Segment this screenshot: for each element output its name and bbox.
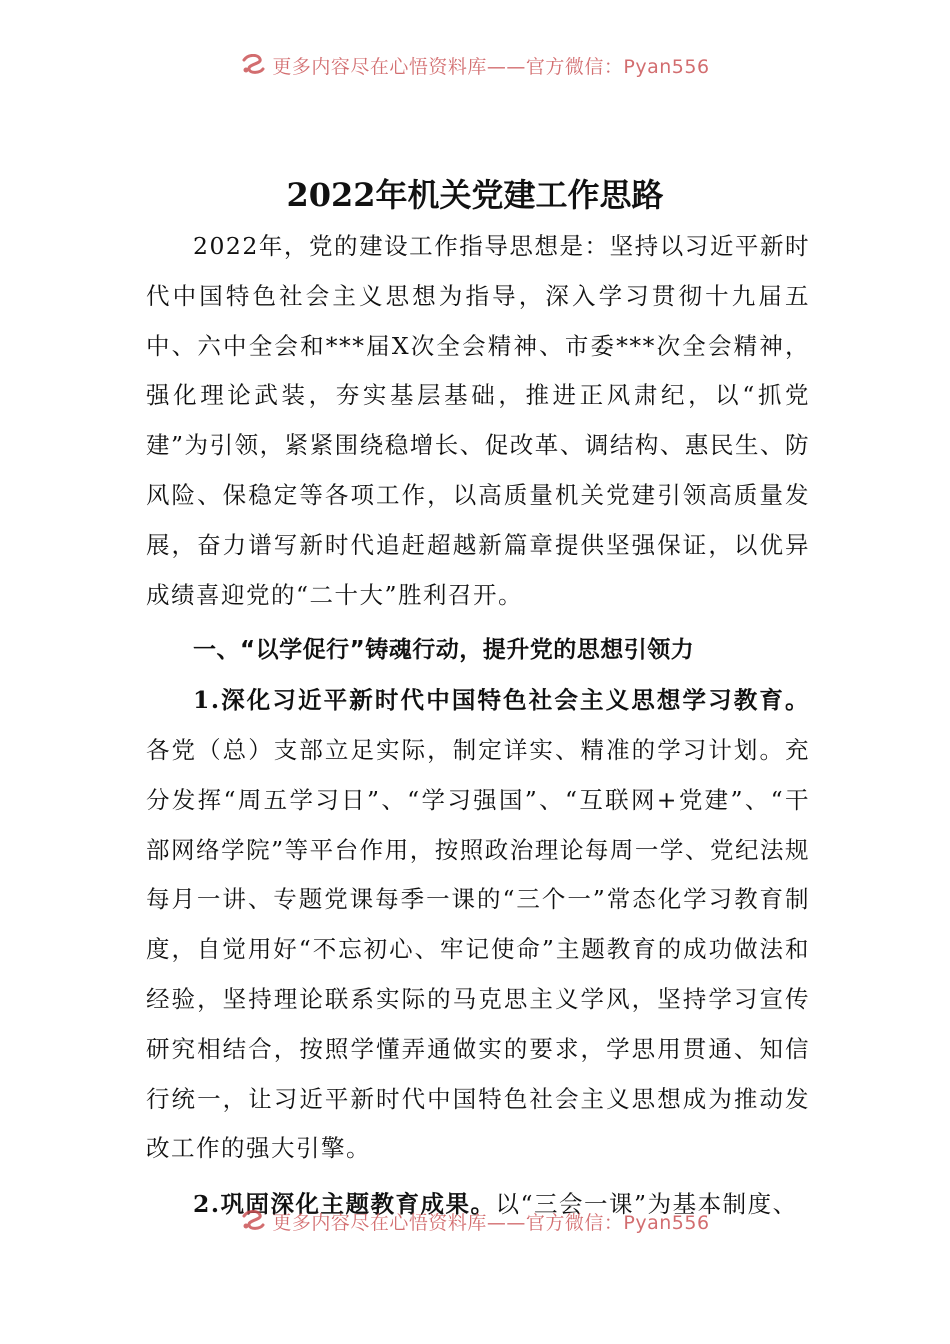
stylized-s-logo-icon	[240, 1210, 266, 1232]
document-title: 2022年机关党建工作思路	[286, 176, 664, 214]
item-2-body: 以“三会一课”为基本制度、	[495, 1190, 798, 1219]
item-1-body: 各党（总）支部立足实际，制定详实、精准的学习计划。充分发挥“周五学习日”、“学习强国”、“互联网+党建”、“干部网络学院”等平台作用，按照政治理论每周一学、党纪法规每月一讲、专题党课每季一课的“三个一”常态化学习教育制度，自觉用好“不忘初心、牢记使命”主题教育的成功做法和经验，坚持理论联系实际的马克思主义学风，坚持学习宣传研究相结合，按照学懂弄通做实的要求，学思用贯通、知信行统一，让习近平新时代中国特色社会主义思想成为推动发改工作的强大引擎。	[146, 735, 810, 1163]
item-2-lead: 2.巩固深化主题教育成果。	[193, 1190, 496, 1219]
item-1-lead: 1.深化习近平新时代中国特色社会主义思想学习教育。	[193, 686, 810, 715]
watermark-banner-bottom	[0, 1206, 950, 1236]
section-heading: 一、“以学促行”铸魂行动，提升党的思想引领力	[193, 637, 695, 664]
watermark-text: 更多内容尽在心悟资料库——官方微信：Pyan556	[272, 55, 710, 78]
item-1-paragraph	[146, 676, 810, 1174]
watermark-banner-top	[0, 50, 950, 80]
document-body	[146, 222, 810, 1230]
intro-paragraph: 2022年，党的建设工作指导思想是：坚持以习近平新时代中国特色社会主义思想为指导，深入学习贯彻十九届五中、六中全会和***届X次全会精神、市委***次全会精神，强化理论武装，夯实基层基础，推进正风肃纪，以“抓党建”为引领，紧紧围绕稳增长、促改革、调结构、惠民生、防风险、保稳定等各项工作，以高质量机关党建引领高质量发展，奋力谱写新时代追赶超越新篇章提供坚强保证，以优异成绩喜迎党的“二十大”胜利召开。	[146, 232, 810, 609]
watermark-text: 更多内容尽在心悟资料库——官方微信：Pyan556	[272, 1211, 710, 1234]
stylized-s-logo-icon	[240, 54, 266, 76]
